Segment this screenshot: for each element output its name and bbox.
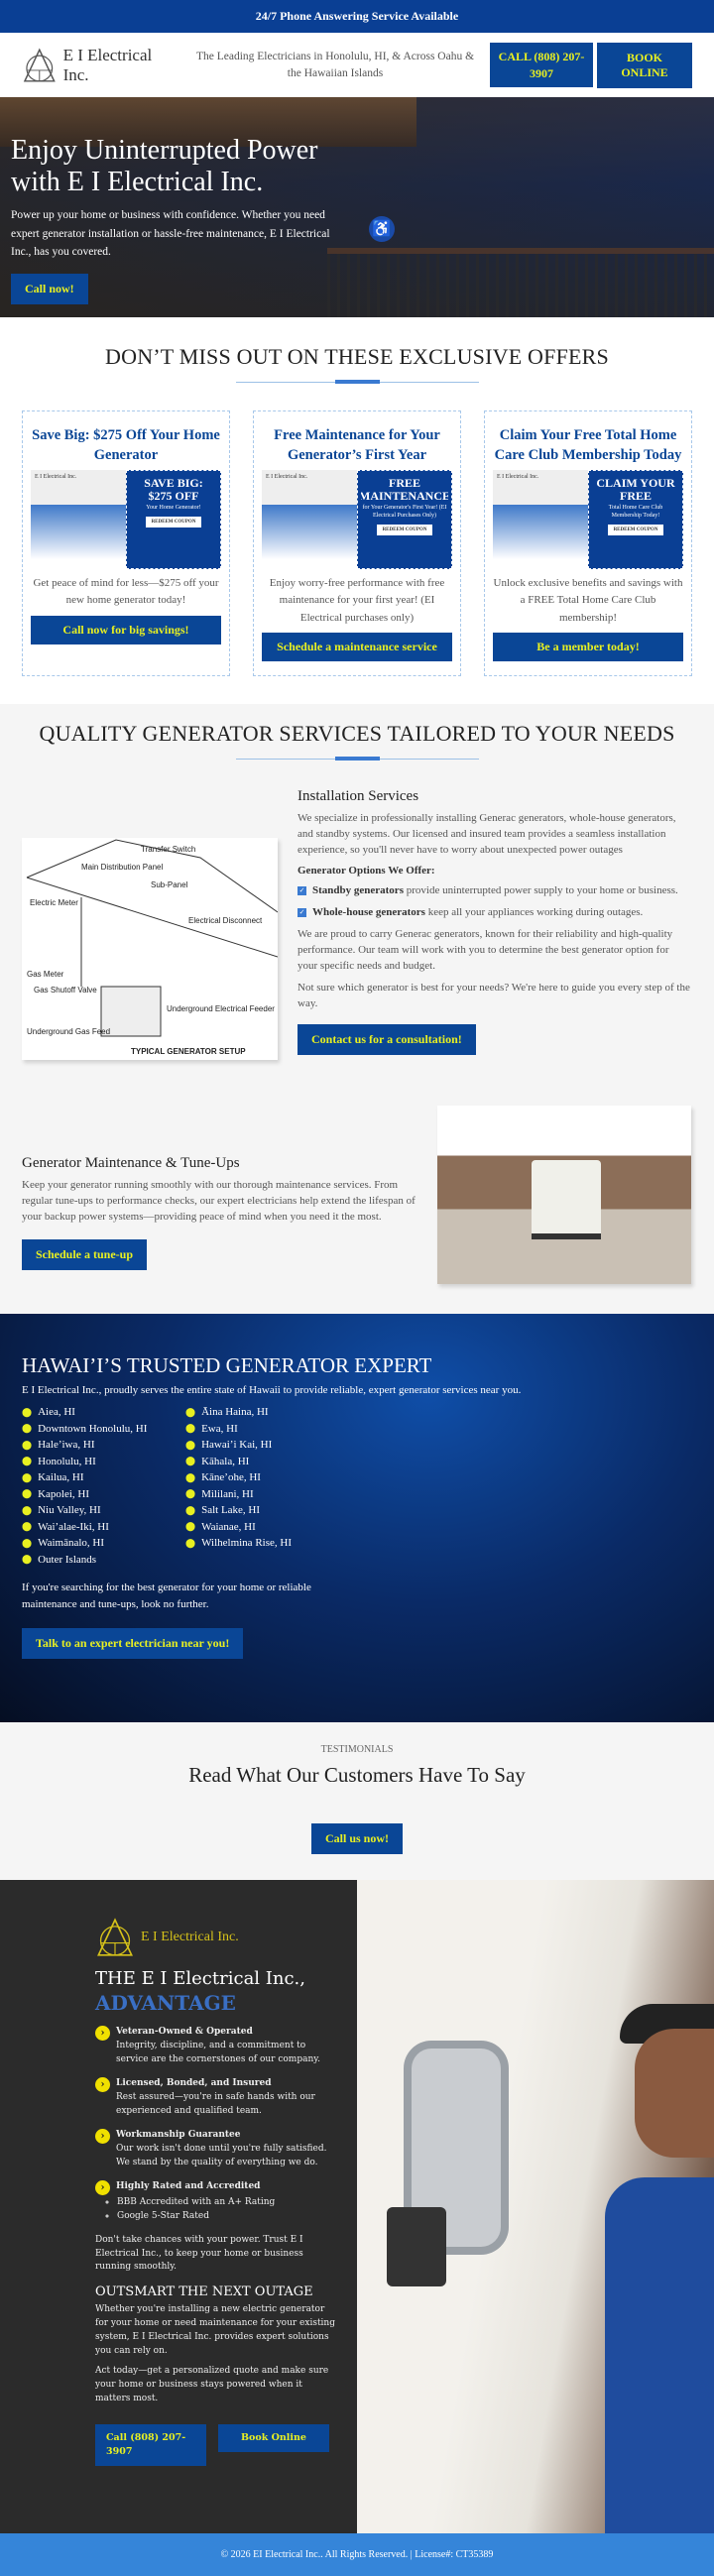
feature-title: Highly Rated and Accredited — [116, 2180, 261, 2191]
advantage-book-online-button[interactable]: Book Online — [218, 2424, 329, 2452]
feature-list — [95, 2026, 337, 2194]
chevron-right-icon: › — [95, 2129, 110, 2144]
location-name: Kapolei, HI — [38, 1487, 90, 1500]
logo[interactable] — [22, 46, 180, 85]
location-item — [22, 1554, 185, 1566]
advantage-call-button[interactable]: Call (808) 207-3907 — [95, 2424, 206, 2467]
feature-text: Integrity, discipline, and a commitment to service are the cornerstones of our company. — [116, 2041, 320, 2065]
map-pin-icon: ⬤ — [185, 1423, 196, 1433]
offer-card — [22, 410, 230, 676]
map-pin-icon: ⬤ — [185, 1504, 196, 1515]
feature-title: Workmanship Guarantee — [116, 2130, 241, 2141]
location-name: Aiea, HI — [38, 1406, 75, 1418]
testimonials-section — [0, 1722, 714, 1880]
advantage-accent: ADVANTAGE — [95, 1991, 236, 2016]
advantage-logo-text: E I Electrical Inc. — [141, 1930, 239, 1944]
offer-card — [484, 410, 692, 676]
option-text: keep all your appliances working during outages. — [424, 906, 644, 919]
coupon-subtext: for Your Generator's First Year! (EI Electrical Purchases Only) — [362, 504, 447, 519]
offer-text: Enjoy worry-free performance with free maintenance for your first year! (EI Electrical purchases only) — [269, 576, 445, 624]
feature-item — [95, 2026, 337, 2067]
logo-triangle-icon — [22, 48, 58, 83]
electrician-head — [635, 2029, 714, 2158]
coupon-image[interactable] — [31, 470, 221, 569]
advantage-text-2: Whether you're installing a new electric generator for your home or need maintenance for your existing system, E I Electrical Inc. provides expert solutions you can rely on. — [95, 2304, 335, 2357]
maintenance-heading: Generator Maintenance & Tune-Ups — [22, 1155, 240, 1171]
location-item — [22, 1537, 185, 1549]
hero-background-railing — [327, 248, 714, 317]
map-pin-icon: ⬤ — [22, 1406, 33, 1417]
announcement-text: 24/7 Phone Answering Service Available — [255, 9, 459, 23]
map-pin-icon: ⬤ — [22, 1471, 33, 1482]
accreditation-item: ◦ Google 5-Star Rated — [117, 2209, 337, 2223]
coupon-company: E I Electrical Inc. — [493, 470, 588, 569]
advantage-text-1: Don't take chances with your power. Trust E I Electrical Inc., to keep your home or business running smoothly. — [95, 2234, 303, 2273]
map-pin-icon: ⬤ — [22, 1456, 33, 1465]
redeem-coupon-button[interactable]: REDEEM COUPON — [608, 525, 664, 535]
coupon-subtext: Your Home Generator! — [146, 504, 201, 511]
location-item — [185, 1406, 349, 1418]
offer-cta-button[interactable]: Be a member today! — [493, 633, 683, 661]
installation-heading: Installation Services — [298, 788, 419, 804]
installation-text: We specialize in professionally installing Generac generators, whole-house generators, and standby systems. Our licensed and insured team provides a seamless installation experience, so you'll never have to worry about unexpected power outages — [298, 812, 676, 856]
location-item — [185, 1537, 349, 1549]
generator-photo — [437, 1106, 691, 1284]
site-header — [0, 33, 714, 97]
location-name: Kāne’ohe, HI — [201, 1471, 261, 1483]
map-pin-icon: ⬤ — [185, 1439, 196, 1450]
location-item — [22, 1488, 185, 1500]
call-us-now-button[interactable]: Call us now! — [311, 1823, 403, 1854]
location-item — [185, 1504, 349, 1516]
testimonials-title: Read What Our Customers Have To Say — [188, 1763, 526, 1787]
map-pin-icon: ⬤ — [185, 1456, 196, 1465]
location-item — [185, 1456, 349, 1467]
offer-title: Save Big: $275 Off Your Home Generator — [32, 427, 220, 464]
chevron-right-icon: › — [95, 2026, 110, 2041]
logo-text: E I Electrical Inc. — [62, 45, 153, 84]
electrician-photo — [357, 1880, 714, 2533]
offer-card — [253, 410, 461, 676]
location-name: Salt Lake, HI — [201, 1504, 261, 1516]
schedule-tune-up-button[interactable]: Schedule a tune-up — [22, 1239, 147, 1270]
offer-text: Get peace of mind for less—$275 off your new home generator today! — [33, 576, 219, 607]
meter-box — [387, 2207, 446, 2286]
map-pin-icon: ⬤ — [185, 1471, 196, 1482]
location-name: Mililani, HI — [201, 1487, 254, 1500]
offers-title: DON’T MISS OUT ON THESE EXCLUSIVE OFFERS — [105, 344, 609, 369]
coupon-company: E I Electrical Inc. — [31, 470, 126, 569]
installation-services — [298, 788, 690, 1055]
option-item — [298, 904, 690, 921]
title-divider — [236, 759, 479, 760]
copyright-text: © 2026 EI Electrical Inc.. All Rights Reserved. | License#: CT35389 — [220, 2549, 494, 2560]
location-name: Hale’iwa, HI — [38, 1439, 95, 1451]
feature-text: Rest assured—you're in safe hands with our experienced and qualified team. — [116, 2092, 315, 2117]
location-item — [185, 1471, 349, 1483]
accreditation-list — [95, 2195, 337, 2224]
location-item — [22, 1504, 185, 1516]
map-pin-icon: ⬤ — [185, 1537, 196, 1548]
diagram-label: Underground Gas Feed — [27, 1027, 111, 1036]
location-item — [22, 1471, 185, 1483]
hero-call-now-button[interactable]: Call now! — [11, 274, 88, 304]
map-pin-icon: ⬤ — [22, 1504, 33, 1515]
feature-text: Our work isn't done until you're fully satisfied. We stand by the quality of everything we do. — [116, 2143, 327, 2167]
diagram-label: Electric Meter — [30, 898, 78, 907]
location-item — [22, 1406, 185, 1418]
map-pin-icon: ⬤ — [185, 1521, 196, 1531]
location-item — [185, 1439, 349, 1451]
diagram-label: Electrical Disconnect — [188, 916, 263, 925]
title-divider — [236, 382, 479, 383]
location-name: Downtown Honolulu, HI — [38, 1422, 148, 1435]
feature-title: Veteran-Owned & Operated — [116, 2027, 253, 2038]
consultation-button[interactable]: Contact us for a consultation! — [298, 1024, 476, 1055]
announcement-bar — [0, 0, 714, 33]
hero-text: Power up your home or business with confidence. Whether you need expert generator installation or hassle-free maintenance, E I Electrical Inc., has you covered. — [11, 209, 330, 259]
accreditation-item: ◦ BBB Accredited with an A+ Rating — [117, 2195, 337, 2209]
electrician-shirt — [605, 2177, 714, 2533]
advantage-title — [95, 1967, 337, 2016]
coupon-headline: CLAIM YOUR FREE — [596, 475, 675, 503]
location-item — [22, 1439, 185, 1451]
offer-text: Unlock exclusive benefits and savings with a FREE Total Home Care Club membership! — [493, 576, 683, 624]
header-call-button[interactable]: CALL (808) 207-3907 — [490, 43, 593, 88]
advantage-text-3: Act today—get a personalized quote and make sure your home or business stays powered when it matters most. — [95, 2366, 329, 2404]
location-name: Ewa, HI — [201, 1422, 238, 1435]
advantage-logo — [95, 1918, 337, 1957]
option-bold: Whole-house generators — [312, 906, 425, 919]
location-item — [22, 1521, 185, 1533]
map-pin-icon: ⬤ — [22, 1521, 33, 1531]
diagram-label: Underground Electrical Feeder — [167, 1004, 275, 1013]
feature-item — [95, 2077, 337, 2119]
services-title: QUALITY GENERATOR SERVICES TAILORED TO YOUR NEEDS — [39, 721, 675, 746]
installation-text-3: Not sure which generator is best for your needs? We're here to guide you every step of the way. — [298, 981, 690, 1009]
coupon-subtext: Total Home Care Club Membership Today! — [608, 504, 663, 519]
map-pin-icon: ⬤ — [22, 1554, 33, 1564]
redeem-coupon-button[interactable]: REDEEM COUPON — [146, 517, 202, 527]
coupon-headline: FREE MAINTENANCE — [359, 475, 451, 503]
coupon-image[interactable] — [493, 470, 683, 569]
coupon-company: E I Electrical Inc. — [262, 470, 357, 569]
map-pin-icon: ⬤ — [22, 1537, 33, 1548]
location-name: Wilhelmina Rise, HI — [201, 1537, 292, 1549]
header-tagline: The Leading Electricians in Honolulu, HI, & Across Oahu & the Hawaiian Islands — [195, 51, 475, 79]
offers-section — [0, 317, 714, 704]
map-pin-icon: ⬤ — [185, 1406, 196, 1417]
location-name: Niu Valley, HI — [38, 1504, 101, 1516]
service-area-section — [0, 1314, 714, 1722]
location-item — [185, 1423, 349, 1435]
map-pin-icon: ⬤ — [185, 1488, 196, 1498]
checkbox-icon: ✓ — [298, 908, 305, 917]
option-item — [298, 882, 690, 899]
option-text: provide uninterrupted power supply to your home or business. — [403, 883, 678, 896]
map-pin-icon: ⬤ — [22, 1488, 33, 1498]
site-footer — [0, 2533, 714, 2576]
talk-to-expert-button[interactable]: Talk to an expert electrician near you! — [22, 1628, 243, 1659]
coupon-headline: SAVE BIG: $275 OFF — [144, 475, 203, 503]
location-name: Hawai’i Kai, HI — [201, 1439, 273, 1451]
location-name: Waimānalo, HI — [38, 1537, 105, 1549]
service-area-outro: If you're searching for the best generator for your home or reliable maintenance and tune-ups, look no further. — [22, 1581, 311, 1611]
diagram-label: Gas Shutoff Valve — [34, 986, 97, 995]
location-name: Kāhala, HI — [201, 1455, 250, 1467]
location-item — [22, 1423, 185, 1435]
offer-cta-button[interactable]: Call now for big savings! — [31, 616, 221, 644]
location-list — [22, 1406, 359, 1566]
testimonials-eyebrow: TESTIMONIALS — [320, 1744, 394, 1755]
outage-heading: OUTSMART THE NEXT OUTAGE — [95, 2284, 313, 2300]
maintenance-services — [22, 1155, 418, 1270]
location-name: Outer Islands — [38, 1553, 97, 1566]
generator-setup-diagram — [22, 838, 278, 1060]
offer-title: Claim Your Free Total Home Care Club Membership Today — [494, 427, 682, 464]
advantage-title-text: THE E I Electrical Inc., — [95, 1968, 306, 1989]
maintenance-text: Keep your generator running smoothly with our thorough maintenance services. From regular tune-ups to performance checks, our expert electricians help extend the lifespan of your backup power systems—providing peace of mind when you need it the most. — [22, 1179, 416, 1223]
diagram-label: Gas Meter — [27, 970, 64, 979]
location-name: Honolulu, HI — [38, 1455, 96, 1467]
hero-section — [0, 97, 714, 317]
generator-unit — [532, 1160, 601, 1239]
logo-triangle-icon — [95, 1918, 135, 1957]
advantage-section — [0, 1880, 714, 2533]
chevron-right-icon: › — [95, 2077, 110, 2092]
feature-item — [95, 2129, 337, 2170]
location-item — [22, 1456, 185, 1467]
checkbox-icon: ✓ — [298, 885, 305, 894]
diagram-label: Sub-Panel — [151, 880, 188, 889]
service-area-intro: E I Electrical Inc., proudly serves the entire state of Hawaii to provide reliable, expert generator services near you. — [22, 1384, 522, 1396]
location-item — [185, 1521, 349, 1533]
offer-cta-button[interactable]: Schedule a maintenance service — [262, 633, 452, 661]
location-name: Waianae, HI — [201, 1520, 256, 1533]
service-area-title: HAWAI’I’S TRUSTED GENERATOR EXPERT — [22, 1353, 432, 1377]
location-name: Kailua, HI — [38, 1471, 84, 1483]
accessibility-icon[interactable]: ♿ — [369, 216, 395, 242]
redeem-coupon-button[interactable]: REDEEM COUPON — [377, 525, 433, 535]
coupon-image[interactable] — [262, 470, 452, 569]
installation-text-2: We are proud to carry Generac generators, known for their reliability and high-quality performance. Our team will work with you to determine the best generator option for your specific needs and budget. — [298, 927, 673, 972]
offer-title: Free Maintenance for Your Generator’s First Year — [274, 427, 440, 464]
header-book-online-button[interactable]: BOOK ONLINE — [597, 43, 692, 88]
diagram-caption: TYPICAL GENERATOR SETUP — [131, 1047, 246, 1056]
feature-item — [95, 2180, 337, 2195]
map-pin-icon: ⬤ — [22, 1439, 33, 1450]
hero-title: Enjoy Uninterrupted Power with E I Electrical Inc. — [11, 135, 318, 198]
location-item — [185, 1488, 349, 1500]
map-pin-icon: ⬤ — [22, 1423, 33, 1433]
chevron-right-icon: › — [95, 2180, 110, 2195]
location-name: Wai’alae-Iki, HI — [38, 1520, 109, 1533]
services-section — [0, 704, 714, 1314]
diagram-label: Main Distribution Panel — [81, 863, 164, 872]
options-heading: Generator Options We Offer: — [298, 864, 435, 877]
location-name: Āina Haina, HI — [201, 1406, 269, 1418]
option-bold: Standby generators — [312, 883, 404, 896]
feature-title: Licensed, Bonded, and Insured — [116, 2078, 272, 2089]
diagram-label: Transfer Switch — [141, 845, 196, 854]
